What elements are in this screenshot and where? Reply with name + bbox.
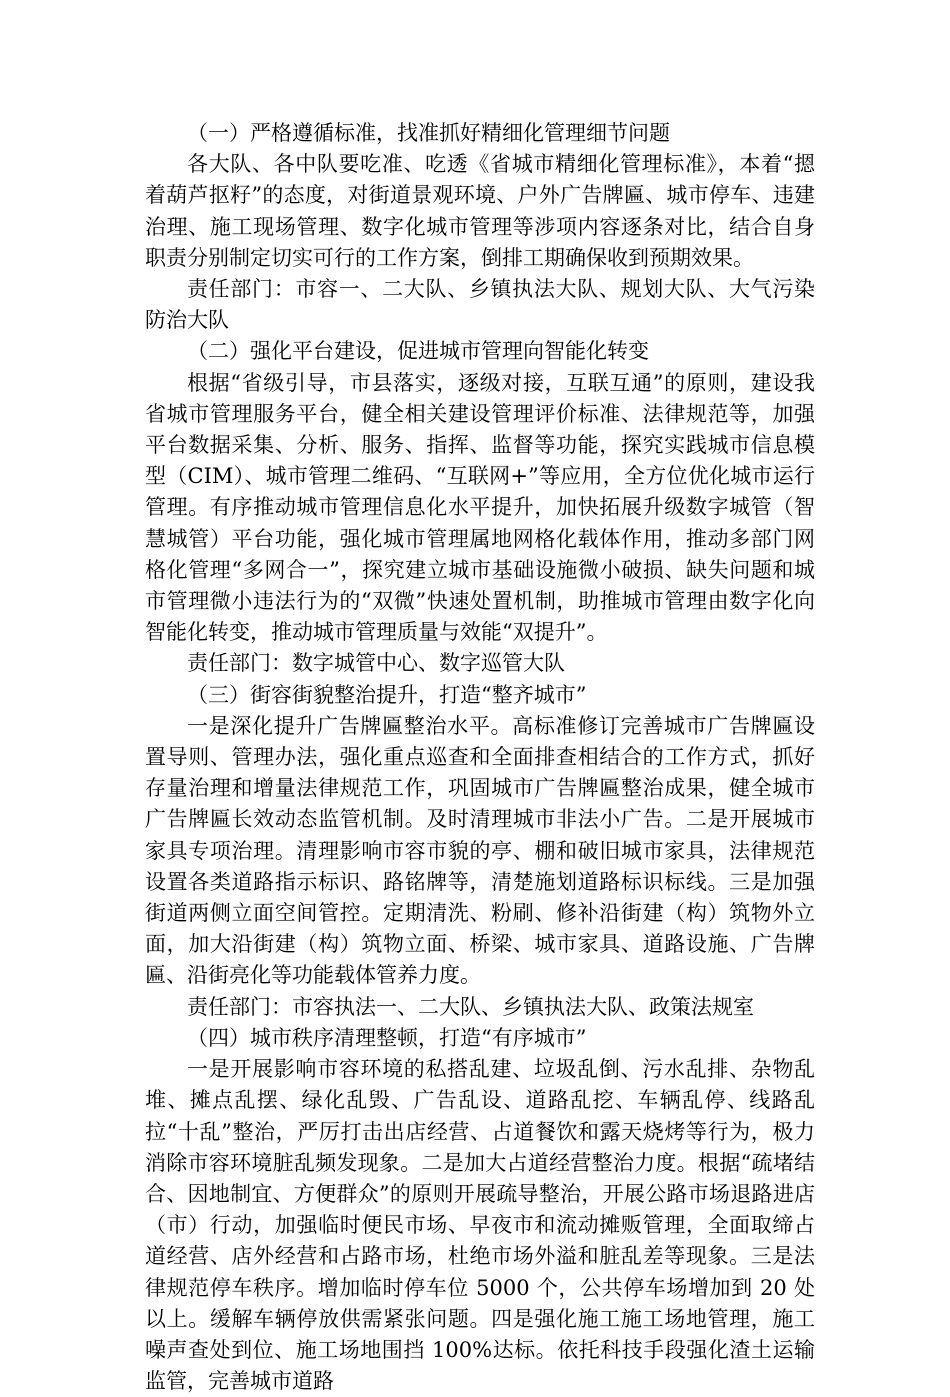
paragraph-standards: 各大队、各中队要吃准、吃透《省城市精细化管理标准》，本着“摁着葫芦抠籽”的态度，对街道景观环境、户外广告牌匾、城市停车、违建治理、施工现场管理、数字化城市管理等涉项内容逐条对比，结合自身职责分别制定切实可行的工作方案，倒排工期确保收到预期效果。 [145,152,815,270]
section-heading-2: （二）强化平台建设，促进城市管理向智能化转变 [187,339,649,364]
responsible-dept-1: 责任部门：市容一、二大队、乡镇执法大队、规划大队、大气污染防治大队 [145,277,815,333]
section-heading-3: （三）街容街貌整治提升，打造“整齐城市” [187,682,587,707]
paragraph-streetscape: 一是深化提升广告牌匾整治水平。高标准修订完善城市广告牌匾设置导则、管理办法，强化重点巡查和全面排查相结合的工作方式，抓好存量治理和增量法律规范工作，巩固城市广告牌匾整治成果，健全城市广告牌匾长效动态监管机制。及时清理城市非法小广告。二是开展城市家具专项治理。清理影响市容市貌的亭、棚和破旧城市家具，法律规范设置各类道路指示标识、路铭牌等，清楚施划道路标识标线。三是加强街道两侧立面空间管控。定期清洗、粉刷、修补沿街建（构）筑物外立面，加大沿街建（构）筑物立面、桥梁、城市家具、道路设施、广告牌匾、沿街亮化等功能载体管养力度。 [145,713,815,988]
paragraph-order: 一是开展影响市容环境的私搭乱建、垃圾乱倒、污水乱排、杂物乱堆、摊点乱摆、绿化乱毁、广告乱设、道路乱挖、车辆乱停、线路乱拉“十乱”整治，严厉打击出店经营、占道餐饮和露天烧烤等行为，极力消除市容环境脏乱频发现象。二是加大占道经营整治力度。根据“疏堵结合、因地制宜、方便群众”的原则开展疏导整治，开展公路市场退路进店（市）行动，加强临时便民市场、早夜市和流动摊贩管理，全面取缔占道经营、店外经营和占路市场，杜绝市场外溢和脏乱差等现象。三是法律规范停车秩序。增加临时停车位 5000 个，公共停车场增加到 20 处以上。缓解车辆停放供需紧张问题。四是强化施工施工场地管理，施工噪声查处到位、施工场地围挡 100%达标。依托科技手段强化渣土运输监管，完善城市道路 [145,1057,815,1394]
section-heading-4: （四）城市秩序清理整顿，打造“有序城市” [187,1025,587,1050]
responsible-dept-2: 责任部门：数字城管中心、数字巡管大队 [187,651,565,676]
document-body [145,118,815,1397]
section-heading-1: （一）严格遵循标准，找准抓好精细化管理细节问题 [187,121,670,145]
responsible-dept-3: 责任部门：市容执法一、二大队、乡镇执法大队、政策法规室 [187,994,754,1019]
paragraph-platform: 根据“省级引导，市县落实，逐级对接，互联互通”的原则，建设我省城市管理服务平台，健全相关建设管理评价标准、法律规范等，加强平台数据采集、分析、服务、指挥、监督等功能，探究实践城市信息模型（CIM）、城市管理二维码、“互联网+”等应用，全方位优化城市运行管理。有序推动城市管理信息化水平提升，加快拓展升级数字城管（智慧城管）平台功能，强化城市管理属地网格化载体作用，推动多部门网格化管理“多网合一”，探究建立城市基础设施微小破损、缺失问题和城市管理微小违法行为的“双微”快速处置机制，助推城市管理由数字化向智能化转变，推动城市管理质量与效能“双提升”。 [145,370,815,645]
